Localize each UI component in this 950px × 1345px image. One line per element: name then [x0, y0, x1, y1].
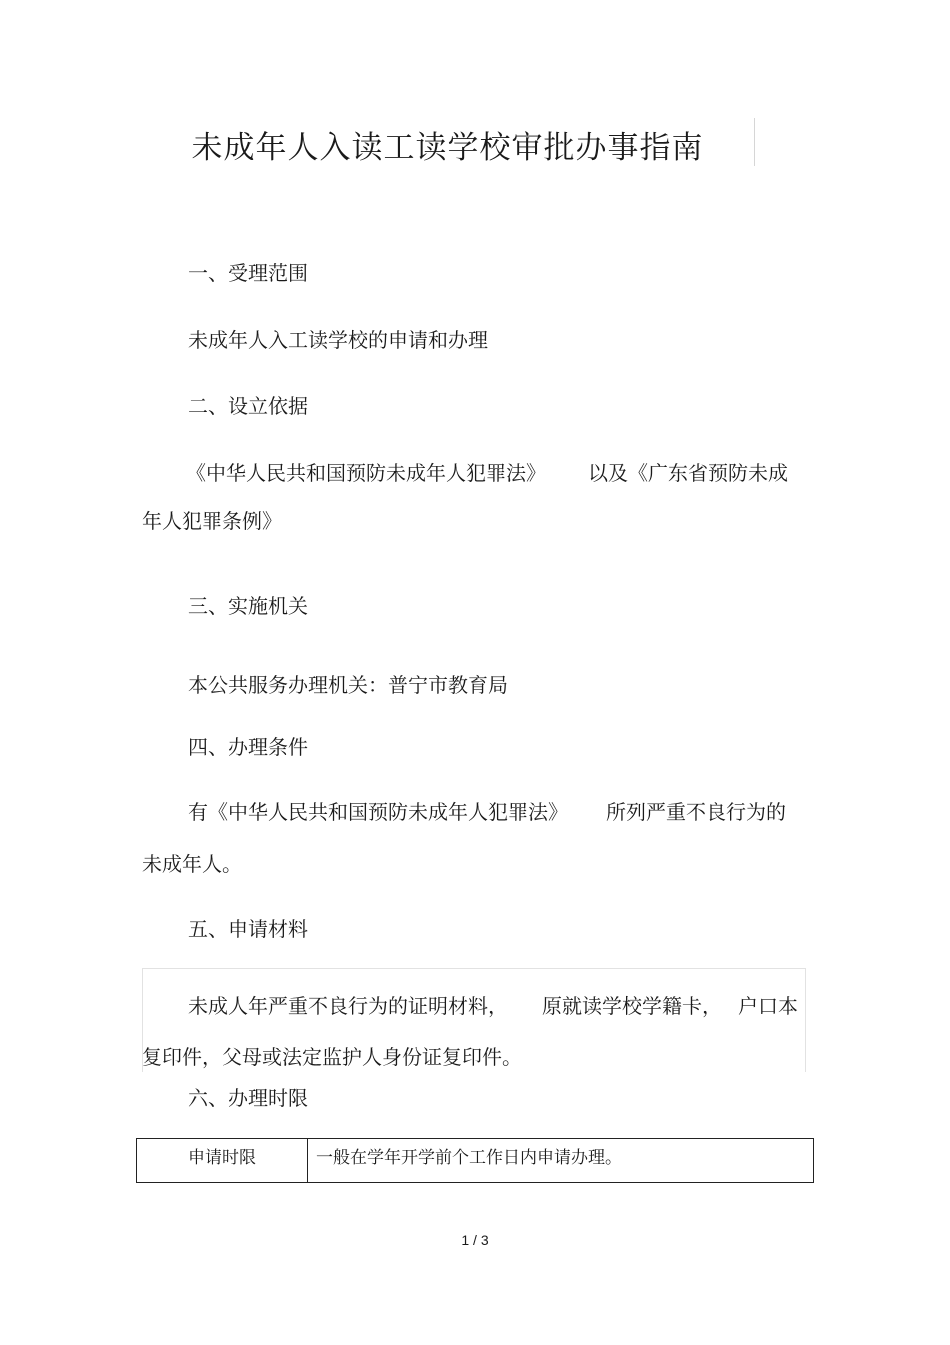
title-divider: [754, 118, 755, 166]
section-body-scope: 未成年人入工读学校的申请和办理: [188, 328, 488, 352]
section-body-basis-part1: 《中华人民共和国预防未成年人犯罪法》: [186, 461, 546, 485]
table-row: [137, 1139, 814, 1183]
section-body-authority: 本公共服务办理机关：普宁市教育局: [188, 673, 508, 697]
section-body-conditions-line2: 未成年人。: [142, 852, 242, 876]
section-body-materials-part2: 原就读学校学籍卡，: [542, 994, 722, 1018]
section-heading-scope: 一、受理范围: [188, 261, 308, 285]
section-body-basis-line2: 年人犯罪条例》: [142, 509, 282, 533]
section-heading-time-limit: 六、办理时限: [188, 1086, 308, 1110]
section-body-materials-line2: 复印件，父母或法定监护人身份证复印件。: [142, 1045, 522, 1069]
table-cell-label: 申请时限: [137, 1139, 308, 1183]
table-cell-value: 一般在学年开学前个工作日内申请办理。: [308, 1139, 814, 1183]
section-body-conditions-part2: 所列严重不良行为的: [606, 800, 786, 824]
section-heading-conditions: 四、办理条件: [188, 735, 308, 759]
page-number: 1 / 3: [461, 1232, 489, 1248]
section-heading-basis: 二、设立依据: [188, 394, 308, 418]
section-body-basis-part2: 以及《广东省预防未成: [588, 461, 788, 485]
section-body-materials-part3: 户口本: [738, 994, 798, 1018]
section-heading-authority: 三、实施机关: [188, 594, 308, 618]
section-body-materials-part1: 未成人年严重不良行为的证明材料，: [188, 994, 508, 1018]
page-title: 未成年人入读工读学校审批办事指南: [191, 130, 704, 166]
section-body-conditions-part1: 有《中华人民共和国预防未成年人犯罪法》: [188, 800, 568, 824]
section-heading-materials: 五、申请材料: [188, 917, 308, 941]
time-limit-table: [136, 1138, 814, 1183]
